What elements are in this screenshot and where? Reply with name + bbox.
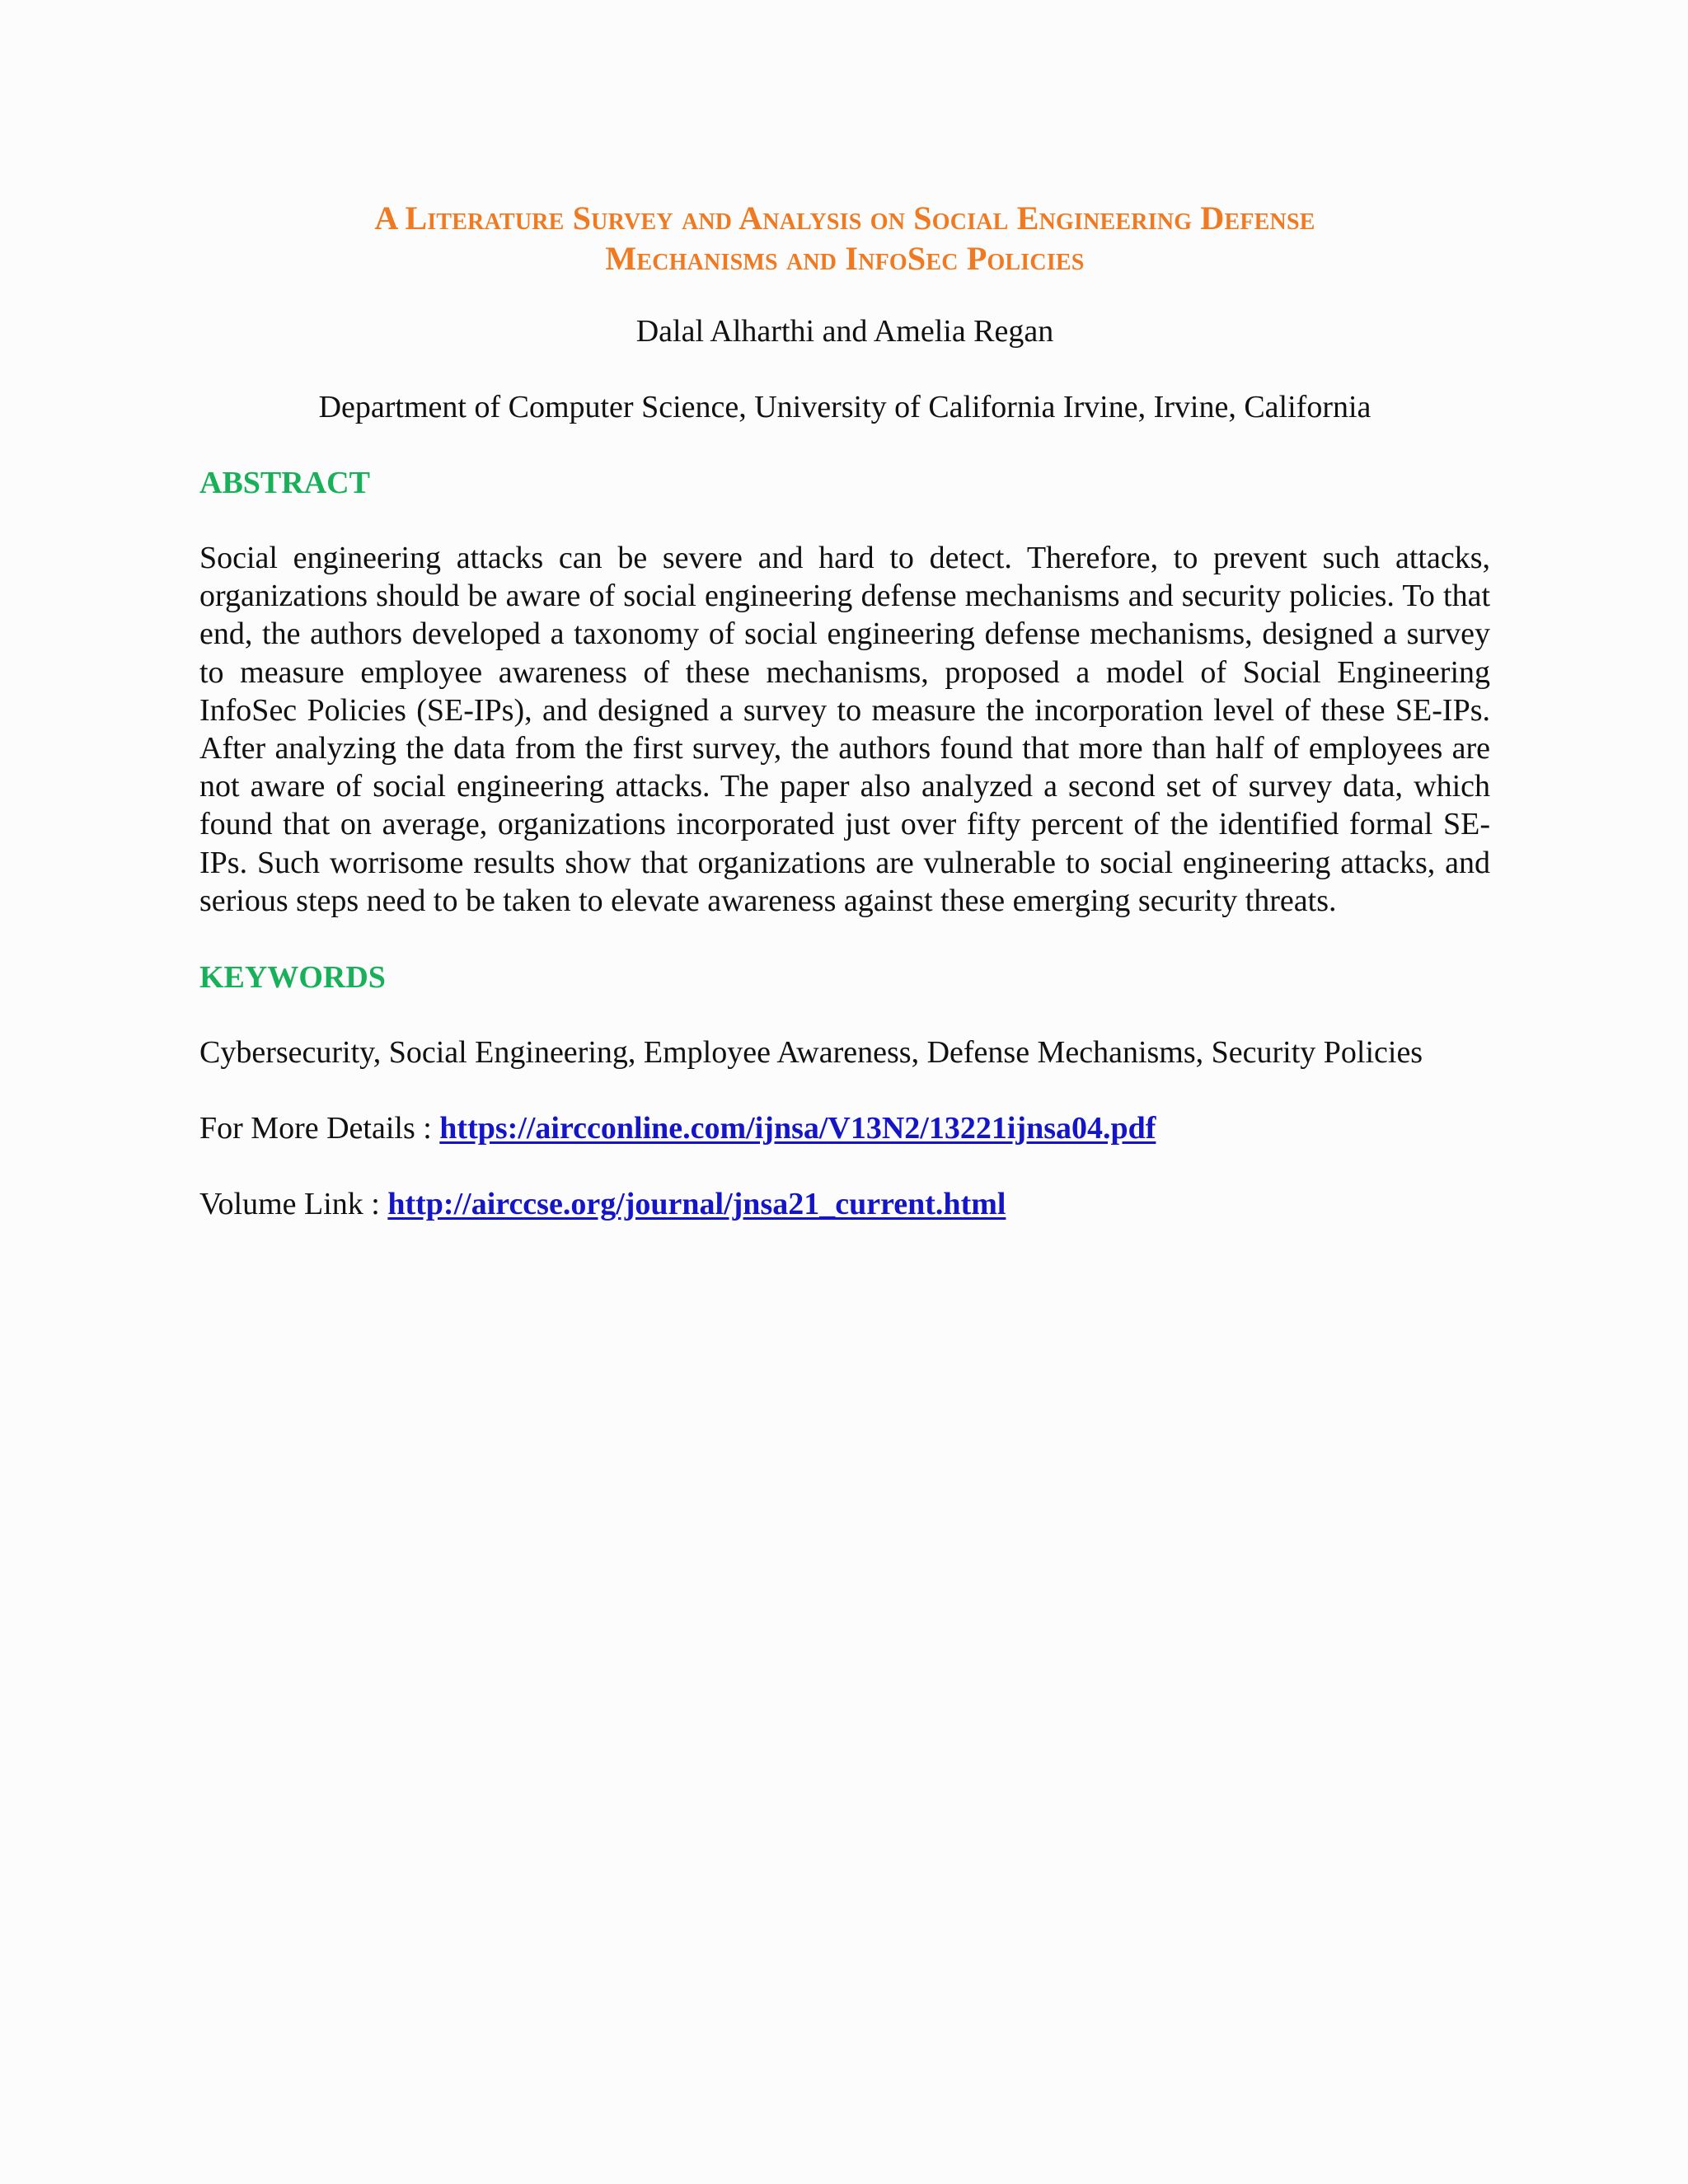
page-content [199,198,1490,1223]
volume-link[interactable]: http://airccse.org/journal/jnsa21_current.html [387,1187,1006,1222]
abstract-text: Social engineering attacks can be severe and hard to detect. Therefore, to prevent such attacks, organizations should be aware of social engineering defense mechanisms and security policies. To that end, the authors developed a taxonomy of social engineering defense mechanisms, designed a survey to measure employee awareness of these mechanisms, proposed a model of Social Engineering InfoSec Policies (SE-IPs), and designed a survey to measure the incorporation level of these SE-IPs. After analyzing the data from the first survey, the authors found that more than half of employees are not aware of social engineering attacks. The paper also analyzed a second set of survey data, which found that on average, organizations incorporated just over fifty percent of the identified formal SE-IPs. Such worrisome results show that organizations are vulnerable to social engineering attacks, and serious steps need to be taken to elevate awareness against these emerging security threats. [199,541,1490,918]
details-line [199,1109,1490,1147]
authors: Dalal Alharthi and Amelia Regan [635,314,1054,349]
paper-title-line-2: Mechanisms and InfoSec Policies [605,240,1085,277]
affiliation: Department of Computer Science, University of California Irvine, Irvine, California [318,390,1372,424]
keywords-text: Cybersecurity, Social Engineering, Employee Awareness, Defense Mechanisms, Security Policies [199,1035,1423,1071]
details-label: For More Details : [199,1111,440,1146]
volume-line [199,1185,1490,1223]
paper-title [199,198,1490,279]
abstract-heading: ABSTRACT [199,466,370,500]
paper-title-line-1: A Literature Survey and Analysis on Social Engineering Defense [374,199,1315,237]
keywords-heading: KEYWORDS [199,960,386,996]
details-link[interactable]: https://aircconline.com/ijnsa/V13N2/13221ijnsa04.pdf [439,1111,1156,1146]
volume-label: Volume Link : [199,1187,388,1222]
